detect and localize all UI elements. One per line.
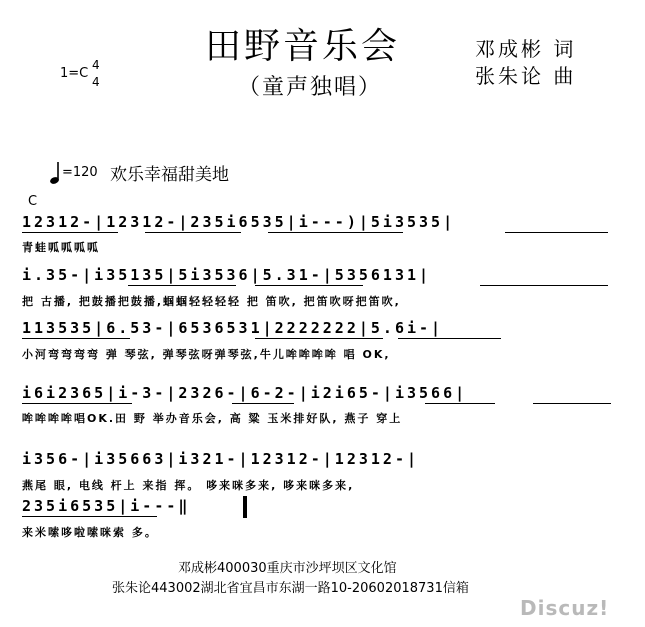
- notation-line-4: i6i2365|i-3-|2326-|6-2-|i2i65-|i3566|: [22, 384, 468, 402]
- beam-underline: [425, 403, 495, 404]
- beam-underline: [480, 285, 608, 286]
- beam-underline: [533, 403, 611, 404]
- lyrics-line-4: 哞哞哞哞唱OK.田 野 举办音乐会, 高 粱 玉米排好队, 燕子 穿上: [22, 412, 403, 425]
- notation-line-6: 235i6535|i---‖: [22, 497, 191, 515]
- beam-underline: [255, 285, 363, 286]
- lyrics-line-5: 燕尾 眼, 电线 杆上 来指 挥。 哆来咪多来, 哆来咪多来,: [22, 479, 355, 492]
- lyrics-line-2: 把 古播, 把鼓播把鼓播,蝈蝈轻轻轻轻 把 笛吹, 把笛吹呀把笛吹,: [22, 295, 401, 308]
- final-barline: [243, 496, 247, 518]
- notation-line-2: i.35-|i35135|5i3536|5.31-|5356131|: [22, 266, 432, 284]
- composer-credit: 张朱论 曲: [475, 64, 577, 88]
- beam-underline: [505, 232, 608, 233]
- beam-underline: [22, 338, 130, 339]
- lyricist-credit: 邓成彬 词: [475, 37, 577, 61]
- beam-underline: [22, 232, 118, 233]
- tempo-marking: =120: [62, 165, 98, 180]
- chord-symbol: C: [28, 194, 38, 209]
- beam-underline: [145, 232, 241, 233]
- beam-underline: [22, 403, 132, 404]
- beam-underline: [22, 516, 157, 517]
- lyrics-line-1: 青蛙呱呱呱呱: [22, 241, 100, 254]
- key-signature: 1=C: [60, 66, 89, 81]
- beam-underline: [268, 232, 403, 233]
- beam-underline: [398, 338, 501, 339]
- notation-line-5: i356-|i35663|i321-|12312-|12312-|: [22, 450, 420, 468]
- lyrics-line-3: 小河弯弯弯弯 弹 琴弦, 弹琴弦呀弹琴弦,牛儿哞哞哞哞 唱 OK,: [22, 348, 391, 361]
- notation-line-1: 12312-|12312-|235i6535|i---)|5i3535|: [22, 213, 456, 231]
- forum-watermark: Discuz!: [520, 596, 610, 620]
- song-title: 田野音乐会: [205, 26, 401, 67]
- quarter-note-icon: [49, 160, 63, 186]
- beam-underline: [232, 403, 294, 404]
- beam-underline: [255, 338, 383, 339]
- notation-line-3: 113535|6.53-|6536531|2222222|5.6i-|: [22, 319, 444, 337]
- song-subtitle: （童声独唱）: [238, 75, 383, 100]
- composer-address: 张朱论443002湖北省宜昌市东湖一路10-20602018731信箱: [112, 581, 469, 596]
- time-signature-top: 4: [92, 58, 100, 72]
- beam-underline: [128, 285, 236, 286]
- lyricist-address: 邓成彬400030重庆市沙坪坝区文化馆: [178, 561, 397, 576]
- tempo-expression: 欢乐幸福甜美地: [110, 165, 229, 185]
- time-signature-bottom: 4: [92, 75, 100, 89]
- lyrics-line-6: 来米嗦哆啦嗦咪索 多。: [22, 526, 158, 539]
